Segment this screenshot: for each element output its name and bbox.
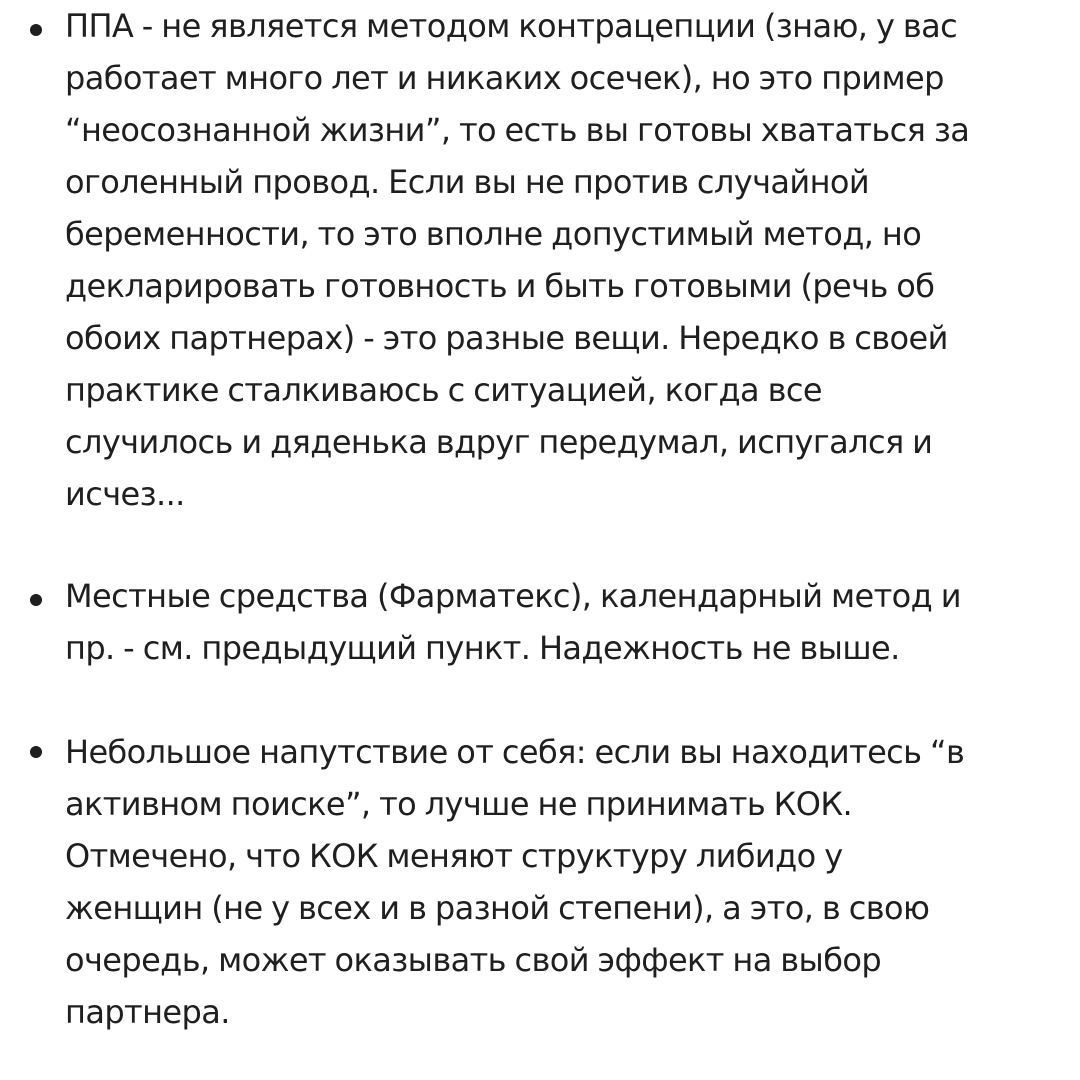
bullet-dot-icon: [30, 594, 42, 606]
text-line: Небольшое напутствие от себя: если вы находитесь “в: [65, 733, 965, 771]
text-line: женщин (не у всех и в разной степени), а это, в свою: [65, 889, 930, 927]
text-line: “неосознанной жизни”, то есть вы готовы хвататься за: [65, 111, 970, 149]
text-line: пр. - см. предыдущий пункт. Надежность не выше.: [65, 629, 900, 667]
text-line: Отмечено, что КОК меняют структуру либидо у: [65, 837, 843, 875]
text-line: Местные средства (Фарматекс), календарный метод и: [65, 577, 961, 615]
text-line: исчез...: [65, 475, 185, 513]
text-line: практике сталкиваюсь с ситуацией, когда все: [65, 371, 822, 409]
text-line: декларировать готовность и быть готовыми (речь об: [65, 267, 935, 305]
text-line: оголенный провод. Если вы не против случайной: [65, 163, 870, 201]
text-line: партнера.: [65, 993, 230, 1031]
bullet-dot-icon: [30, 24, 42, 36]
text-line: активном поиске”, то лучше не принимать КОК.: [65, 785, 853, 823]
text-line: обоих партнерах) - это разные вещи. Нередко в своей: [65, 319, 948, 357]
text-line: случилось и дяденька вдруг передумал, испугался и: [65, 423, 933, 461]
text-line: ППА - не является методом контрацепции (знаю, у вас: [65, 7, 958, 45]
text-line: беременности, то это вполне допустимый метод, но: [65, 215, 922, 253]
bullet-dot-icon: [30, 746, 42, 758]
list-item-text: [65, 570, 1075, 674]
list-item-text: [65, 726, 1075, 1038]
list-item-text: [65, 0, 1075, 520]
text-line: работает много лет и никаких осечек), но это пример: [65, 59, 944, 97]
text-line: очередь, может оказывать свой эффект на выбор: [65, 941, 882, 979]
